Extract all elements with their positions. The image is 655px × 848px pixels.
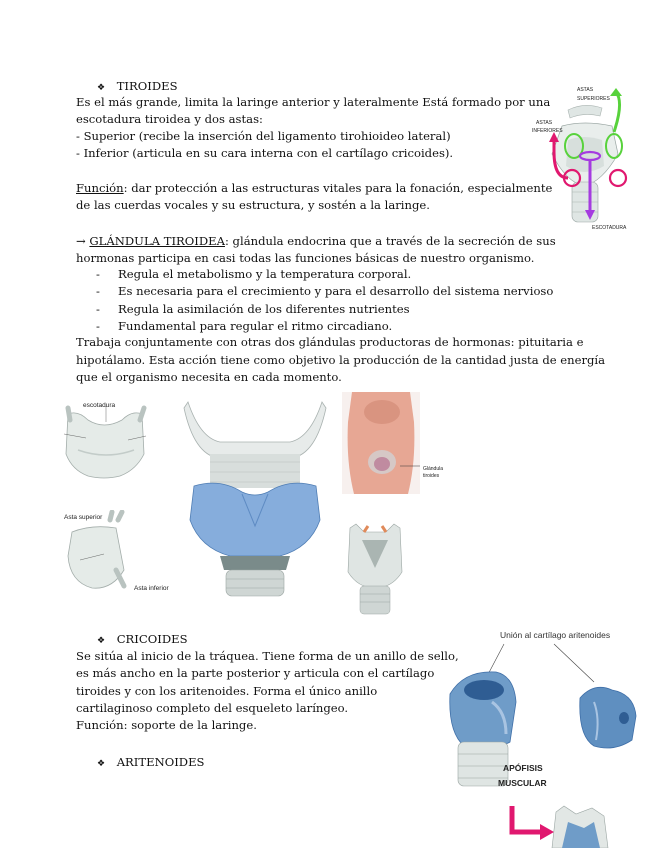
cricoides-line-3: tiroides y con los aritenoides. Forma el único anillo: [76, 684, 378, 698]
thyroid-front-small-figure: [56, 400, 156, 486]
list-item-text: Fundamental para regular el ritmo circadiano.: [118, 319, 393, 333]
glandula-after-3: que el organismo necesita en cada momento.: [76, 370, 342, 384]
diamond-bullet-icon: ❖: [97, 759, 106, 769]
cricoides-title: CRICOIDES: [116, 632, 188, 646]
funcion-text: : dar protección a las estructuras vitales para la fonación, especialmente: [123, 181, 553, 195]
label-muscular: MUSCULAR: [498, 778, 547, 788]
right-arrow-icon: →: [76, 234, 86, 248]
tiroides-line-3: - Superior (recibe la inserción del ligamento tirohioideo lateral): [76, 129, 451, 143]
label-glandula-1: Glándula: [423, 466, 444, 472]
cricoides-heading: [97, 631, 188, 649]
dash-bullet: -: [96, 302, 100, 316]
funcion-label: Función: [76, 181, 124, 195]
thyroid-cartilage-diagram: [528, 82, 640, 232]
cricoides-line-2: es más ancho en la parte posterior y articula con el cartílago: [76, 666, 435, 680]
tiroides-title: TIROIDES: [116, 79, 178, 93]
thyroid-front-small-svg: [56, 400, 156, 486]
list-item: [96, 301, 410, 318]
thyroid-lateral-small-svg: [58, 510, 154, 596]
glandula-text: : glándula endocrina que a través de la secreción de sus: [224, 234, 556, 248]
funcion-line-1: [76, 180, 552, 197]
label-asta-inferior: Asta inferior: [134, 585, 169, 592]
tiroides-line-1: Es el más grande, limita la laringe anterior y lateralmente Está formado por una: [76, 95, 551, 109]
cricoides-line-4: cartilaginoso completo del esqueleto laríngeo.: [76, 701, 349, 715]
aritenoides-title: ARITENOIDES: [116, 755, 205, 769]
glandula-after-1: Trabaja conjuntamente con otras dos glándulas productoras de hormonas: pituitaria e: [76, 335, 584, 349]
glandula-title: GLÁNDULA TIROIDEA: [89, 234, 225, 248]
cricoides-line-1: Se sitúa al inicio de la tráquea. Tiene forma de un anillo de sello,: [76, 649, 459, 663]
label-apofisis: APÓFISIS: [503, 763, 543, 773]
neck-photo-svg: [342, 392, 420, 494]
cricoides-line-5: Función: soporte de la laringe.: [76, 718, 257, 732]
aritenoides-heading: [97, 754, 205, 772]
larynx-back-svg: [342, 522, 408, 616]
cricoid-diagram-svg: [444, 642, 644, 848]
cricoid-diagram: [444, 642, 644, 848]
larynx-large-svg: [180, 398, 330, 598]
glandula-line-1: [76, 233, 556, 250]
label-astas-superiores-1: ASTAS: [577, 87, 594, 93]
thyroid-lateral-small-figure: [58, 510, 154, 596]
diamond-bullet-icon: ❖: [97, 83, 106, 93]
label-glandula-2: tiroides: [423, 473, 440, 479]
tiroides-line-4: - Inferior (articula en su cara interna con el cartílago cricoides).: [76, 146, 454, 160]
dash-bullet: -: [96, 284, 100, 298]
list-item: [96, 283, 553, 300]
larynx-large-figure: [180, 398, 330, 598]
label-asta-superior: Asta superior: [64, 514, 103, 521]
thyroid-cartilage-diagram-svg: [528, 82, 640, 232]
label-astas-inferiores-2: INFERIORES: [532, 128, 563, 134]
label-escotadura-small: escotadura: [83, 402, 116, 409]
glandula-line-2: hormonas participa en casi todas las funciones básicas de nuestro organismo.: [76, 251, 535, 265]
list-item: [96, 266, 411, 283]
list-item: [96, 318, 392, 335]
diamond-bullet-icon: ❖: [97, 636, 106, 646]
label-escotadura-top: ESCOTADURA: [592, 225, 627, 231]
larynx-back-figure: [342, 522, 408, 616]
glandula-after-2: hipotálamo. Esta acción tiene como objetivo la producción de la cantidad justa de energía: [76, 353, 606, 367]
tiroides-line-2: escotadura tiroidea y dos astas:: [76, 112, 263, 126]
neck-photo-figure: [342, 392, 420, 494]
funcion-line-2: de las cuerdas vocales y su estructura, y sostén a la laringe.: [76, 198, 430, 212]
dash-bullet: -: [96, 267, 100, 281]
label-astas-superiores-2: SUPERIORES: [577, 96, 610, 102]
list-item-text: Regula la asimilación de los diferentes nutrientes: [118, 302, 410, 316]
list-item-text: Es necesaria para el crecimiento y para el desarrollo del sistema nervioso: [118, 284, 554, 298]
label-astas-inferiores-1: ASTAS: [536, 120, 553, 126]
label-union-aritenoides: Unión al cartílago aritenoides: [500, 630, 611, 640]
dash-bullet: -: [96, 319, 100, 333]
list-item-text: Regula el metabolismo y la temperatura corporal.: [118, 267, 412, 281]
